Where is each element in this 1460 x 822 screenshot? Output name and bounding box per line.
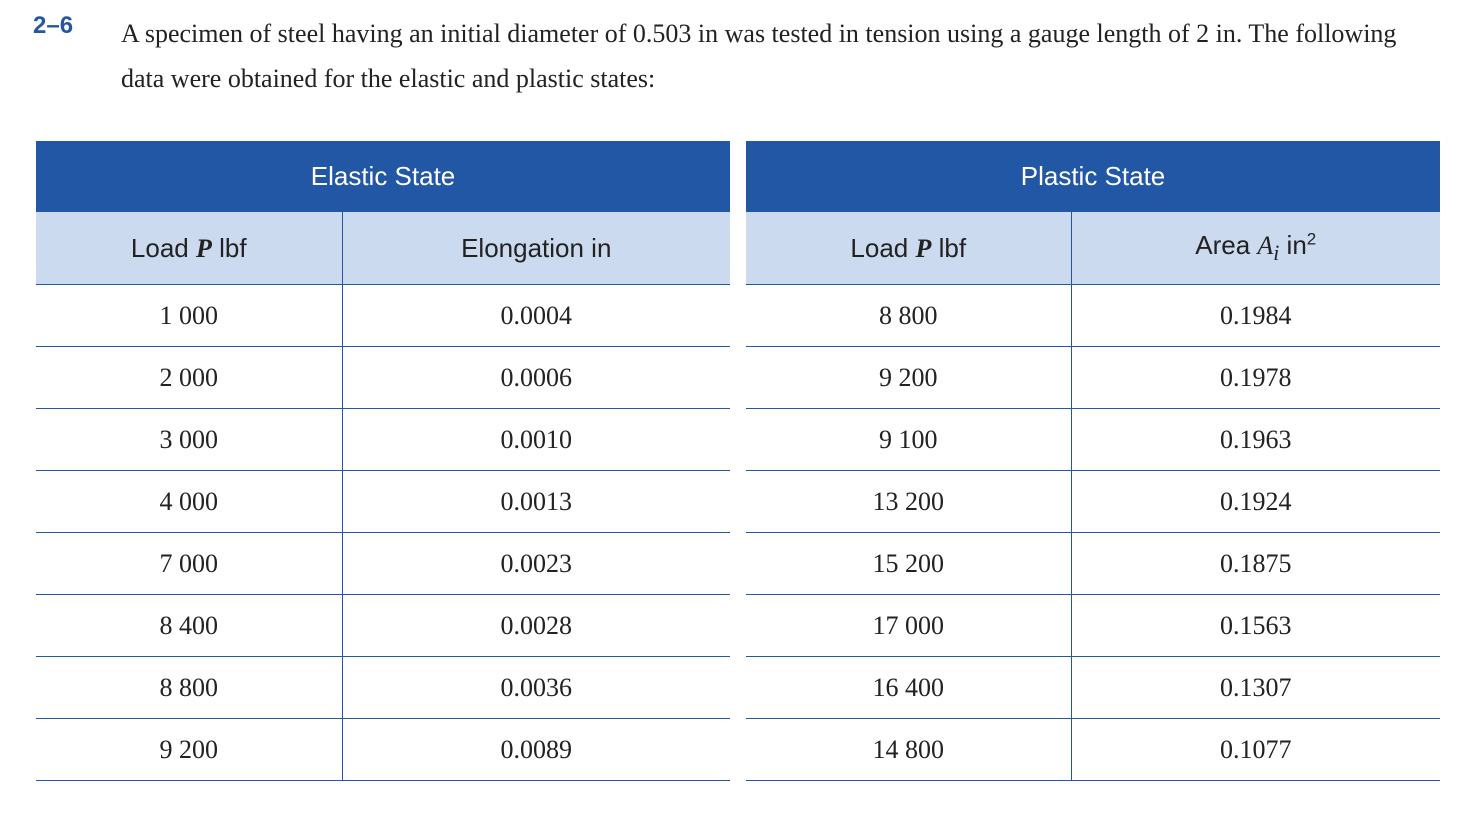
load-cell: 14 800 [746,719,1071,781]
load-cell: 8 400 [36,595,342,657]
problem-number: 2–6 [33,12,74,39]
elongation-cell: 0.0023 [342,533,730,595]
table-row [36,595,730,657]
area-cell: 0.1924 [1071,471,1440,533]
table-row [36,533,730,595]
load-cell: 9 100 [746,409,1071,471]
table-row [746,719,1440,781]
plastic-state-title: Plastic State [746,141,1440,212]
elongation-cell: 0.0004 [342,285,730,347]
plastic-state-table [746,141,1440,781]
elastic-load-header: Load P lbf [36,212,342,285]
plastic-load-header: Load P lbf [746,212,1071,285]
load-cell: 8 800 [746,285,1071,347]
table-row [746,595,1440,657]
elastic-state-title: Elastic State [36,141,730,212]
area-cell: 0.1875 [1071,533,1440,595]
elastic-elongation-header: Elongation in [342,212,730,285]
table-row [746,409,1440,471]
load-cell: 8 800 [36,657,342,719]
area-cell: 0.1978 [1071,347,1440,409]
table-row [36,347,730,409]
table-row [746,285,1440,347]
area-cell: 0.1984 [1071,285,1440,347]
elongation-cell: 0.0089 [342,719,730,781]
table-row [746,533,1440,595]
area-cell: 0.1563 [1071,595,1440,657]
elongation-cell: 0.0013 [342,471,730,533]
area-cell: 0.1077 [1071,719,1440,781]
elongation-cell: 0.0006 [342,347,730,409]
load-cell: 17 000 [746,595,1071,657]
table-row [746,471,1440,533]
load-cell: 3 000 [36,409,342,471]
load-cell: 4 000 [36,471,342,533]
table-row [36,719,730,781]
load-cell: 9 200 [36,719,342,781]
table-row [746,657,1440,719]
load-cell: 2 000 [36,347,342,409]
table-row [36,471,730,533]
load-cell: 9 200 [746,347,1071,409]
load-cell: 13 200 [746,471,1071,533]
elongation-cell: 0.0028 [342,595,730,657]
table-row [36,409,730,471]
area-cell: 0.1963 [1071,409,1440,471]
table-row [36,285,730,347]
table-row [36,657,730,719]
load-cell: 1 000 [36,285,342,347]
elongation-cell: 0.0036 [342,657,730,719]
elongation-cell: 0.0010 [342,409,730,471]
plastic-area-header: Area $A_i$ $in^2$ [1071,212,1440,285]
area-cell: 0.1307 [1071,657,1440,719]
load-cell: 16 400 [746,657,1071,719]
load-cell: 7 000 [36,533,342,595]
load-cell: 15 200 [746,533,1071,595]
elastic-state-table [36,141,730,781]
problem-text: A specimen of steel having an initial diameter of 0.503 in was tested in tension using a gauge length of 2 in. The following data were obtained for the elastic and plastic states: [121,19,1397,93]
table-row [746,347,1440,409]
